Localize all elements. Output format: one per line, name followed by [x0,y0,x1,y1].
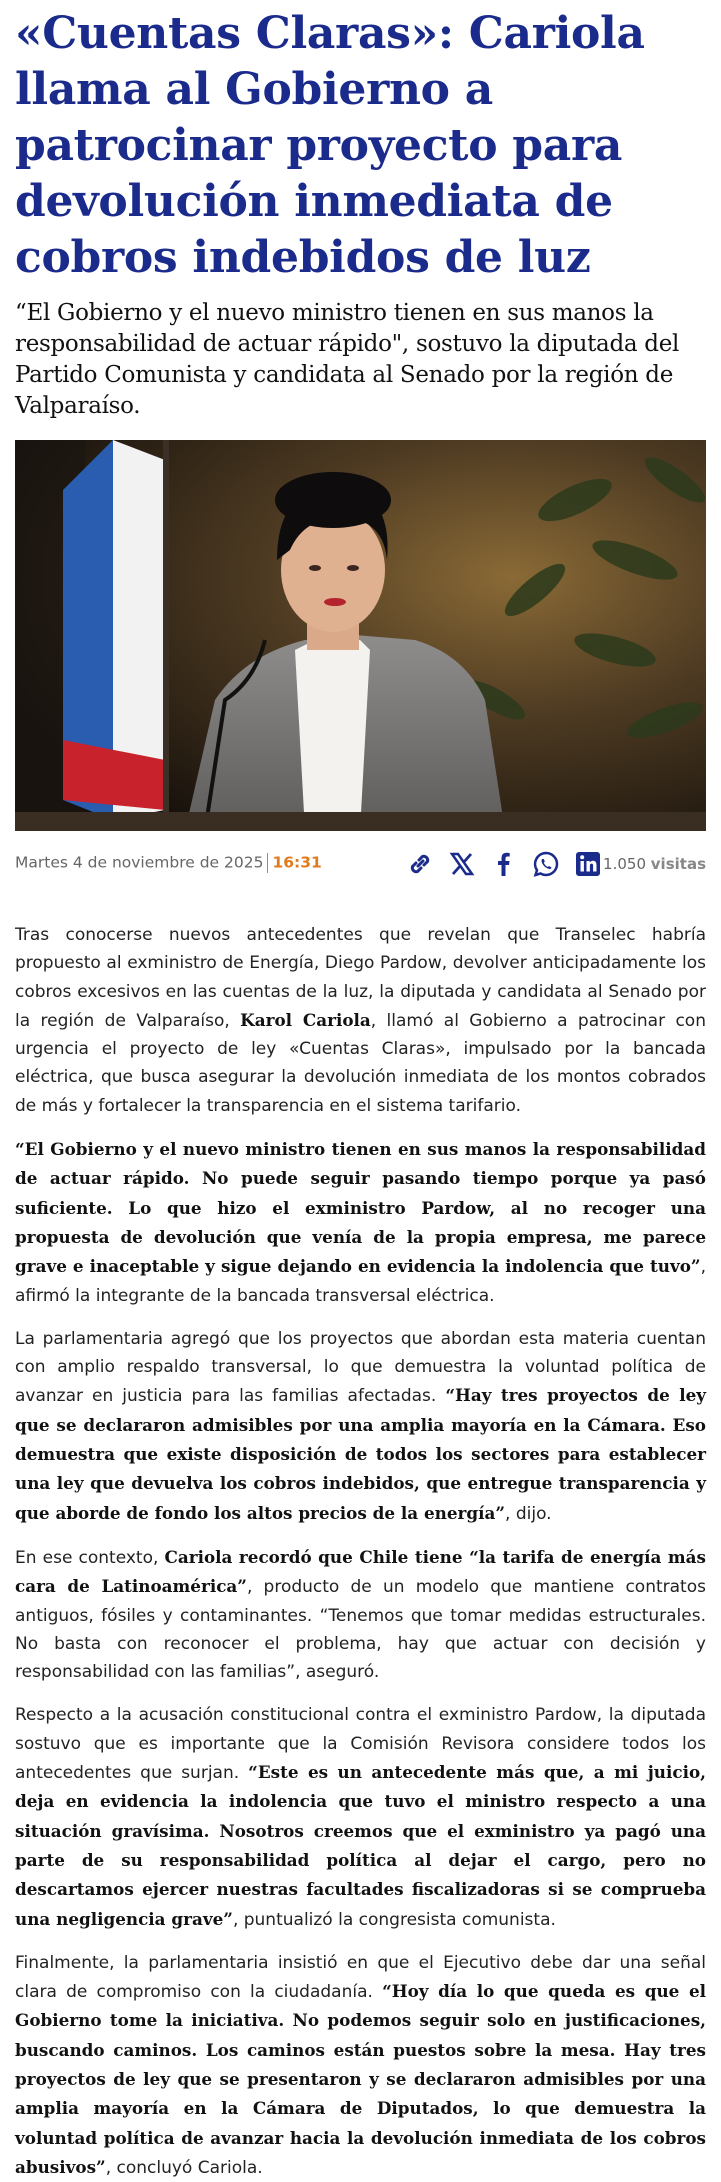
p1-text: Tras conocerse nuevos antecedentes que revelan que Transelec habría propuesto al exministro de Energía, Diego Pardow, devolver anticipadamente los cobros excesivos en las cuentas de la luz, la diputada y candidata al Senado por la región de Valparaíso, [15,925,706,1031]
p3-quote: “Hay tres proyectos de ley que se declararon admisibles por una amplia mayoría en la Cámara. Eso demuestra que existe disposición de todos los sectores para establecer una ley que devuelva los cobros indebidos, que entregue transparencia y que aborde de fondo los altos precios de la energía” [15,1385,706,1523]
paragraph-2 [15,1135,706,1310]
publish-date-block [15,853,322,873]
p6-text-end: , concluyó Cariola. [105,2157,263,2178]
p5-quote: “Este es un antecedente más que, a mi juicio, deja en evidencia la indolencia que tuvo el ministro respecto a una situación gravísima. Nosotros creemos que el exministro ya pagó una parte de su responsabilidad política al dejar el cargo, pero no descartamos ejercer nuestras facultades fiscalizadoras si se comprueba una negligencia grave” [15,1762,706,1929]
publish-date: Martes 4 de noviembre de 2025 [15,853,264,872]
p3-text: La parlamentaria agregó que los proyectos que abordan esta materia cuentan con amplio respaldo transversal, lo que demuestra la voluntad política de avanzar en justicia para las familias afectadas. [15,1328,706,1407]
article-photo [15,440,706,831]
p2-quote: “El Gobierno y el nuevo ministro tienen en sus manos la responsabilidad de actuar rápido. No puede seguir pasando tiempo porque ya pasó suficiente. Lo que hizo el exministro Pardow, al no recoger una propuesta de devolución que venía de la propia empresa, me parece grave e inaceptable y sigue dejando en evidencia la indolencia que tuvo” [15,1139,706,1277]
photo-illustration [15,440,706,831]
paragraph-4 [15,1543,706,1686]
linkedin-icon[interactable] [573,849,603,879]
p2-text: , afirmó la integrante de la bancada transversal eléctrica. [15,1257,706,1306]
p4-bold: Cariola recordó que Chile tiene “la tarifa de energía más cara de Latinoamérica” [15,1546,706,1597]
x-icon[interactable] [447,849,477,879]
p6-quote: “Hoy día lo que queda es que el Gobierno tome la iniciativa. No podemos seguir solo en justificaciones, buscando caminos. Los caminos están puestos sobre la mesa. Hay tres proyectos de ley que se presentaron y se declararon admisibles por una amplia mayoría en la Cámara de Diputados, lo que demuestra la voluntad política de avanzar hacia la devolución inmediata de los cobros abusivos” [15,1981,707,2177]
p1-bold: Karol Cariola [240,1009,371,1030]
p4-text-end: , producto de un modelo que mantiene contratos antiguos, fósiles y contaminantes. “Tenemos que tomar medidas estructurales. No basta con reconocer el problema, hay que actuar con decisión y responsabilidad con las familias”, aseguró. [15,1577,706,1683]
p3-text-end: , dijo. [505,1503,552,1524]
p4-text: En ese contexto, [15,1547,165,1568]
facebook-icon[interactable] [489,849,519,879]
visit-label: visitas [650,855,706,873]
article-subtitle: “El Gobierno y el nuevo ministro tienen en sus manos la responsabilidad de actuar rápido", sostuvo la diputada del Partido Comunista y candidata al Senado por la región de Valparaíso. [15,300,680,419]
p6-text: Finalmente, la parlamentaria insistió en que el Ejecutivo debe dar una señal clara de compromiso con la ciudadanía. [15,1952,706,2003]
paragraph-5 [15,1701,706,1933]
whatsapp-icon[interactable] [531,849,561,879]
paragraph-1 [15,921,706,1120]
date-separator [267,853,268,873]
p5-text-end: , puntualizó la congresista comunista. [232,1909,556,1930]
paragraph-6 [15,1949,706,2182]
link-icon[interactable] [405,849,435,879]
share-bar [405,849,603,879]
article-body [15,921,706,2182]
paragraph-3 [15,1325,706,1528]
article-meta [15,839,706,887]
p5-text: Respecto a la acusación constitucional contra el exministro Pardow, la diputada sostuvo que es importante que la Comisión Revisora considere todos los antecedentes que surjan. [15,1705,706,1784]
p1-text-end: , llamó al Gobierno a patrocinar con urgencia el proyecto de ley «Cuentas Claras», impulsado por la bancada eléctrica, que busca asegurar la devolución inmediata de los montos cobrados de más y fortalecer la transparencia en el sistema tarifario. [15,1010,706,1116]
article-title: «Cuentas Claras»: Cariola llama al Gobierno a patrocinar proyecto para devolución inmediata de cobros indebidos de luz [15,8,645,283]
visit-counter [603,855,706,873]
visit-count: 1.050 [603,855,646,873]
publish-time: 16:31 [272,853,322,872]
article [15,6,706,2182]
